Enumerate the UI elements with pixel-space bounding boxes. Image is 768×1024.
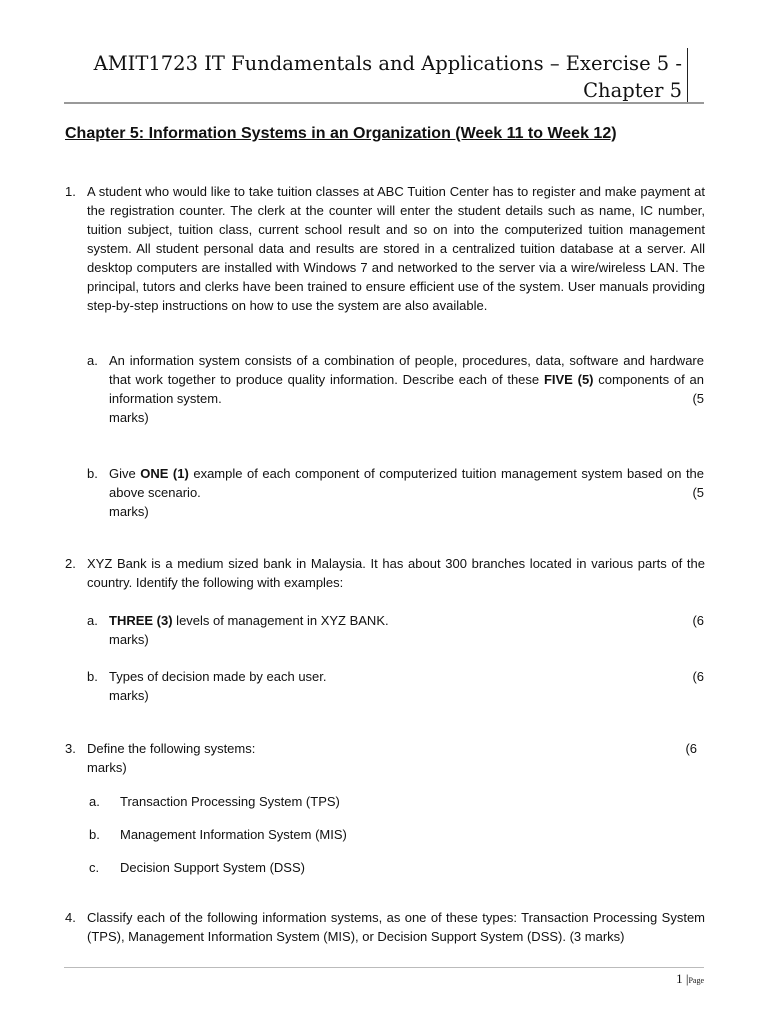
- subquestion-text: [109, 464, 704, 521]
- chapter-heading: Chapter 5: Information Systems in an Organization (Week 11 to Week 12): [65, 125, 617, 142]
- subquestion-text-part: levels of management in XYZ BANK.: [172, 613, 389, 628]
- question-1b: [87, 464, 704, 521]
- subquestion-letter: b.: [87, 466, 98, 481]
- question-text: [87, 739, 705, 777]
- question-number: 2.: [65, 556, 76, 571]
- subquestion-letter: a.: [87, 613, 98, 628]
- question-number: 4.: [65, 910, 76, 925]
- list-item-letter: b.: [89, 827, 100, 842]
- question-3: [65, 739, 705, 777]
- marks-value: (6: [685, 741, 697, 756]
- emphasis-text: THREE (3): [109, 613, 173, 628]
- question-4: [65, 908, 705, 946]
- subquestion-text: [109, 351, 704, 427]
- emphasis-text: ONE (1): [140, 466, 189, 481]
- list-item-label: Decision Support System (DSS): [120, 860, 305, 875]
- subquestion-text-part: Types of decision made by each user.: [109, 669, 327, 684]
- question-number: 1.: [65, 184, 76, 199]
- list-item-label: Transaction Processing System (TPS): [120, 794, 340, 809]
- list-item-label: Management Information System (MIS): [120, 827, 347, 842]
- header-course-title: AMIT1723 IT Fundamentals and Applications – Exercise 5 -: [93, 52, 682, 75]
- subquestion-letter: a.: [87, 353, 98, 368]
- footer-divider: [64, 967, 704, 968]
- question-2a: [87, 611, 704, 649]
- marks-label: marks): [109, 410, 149, 425]
- page-footer: [676, 970, 704, 990]
- subquestion-text: [109, 611, 704, 649]
- header-vertical-divider: [687, 48, 688, 102]
- marks-value: (6: [692, 613, 704, 628]
- page-label: Page: [688, 976, 704, 985]
- subquestion-text-part: An information system consists of a combination of people, procedures, data, software and hardware that work together to produce quality information. Describe each of these: [109, 353, 704, 387]
- subquestion-text-part: example of each component of computerized tuition management system based on the above scenario.: [109, 466, 705, 500]
- emphasis-text: FIVE (5): [543, 372, 594, 387]
- marks-label: marks): [87, 760, 127, 775]
- marks-value: (5: [692, 391, 704, 406]
- list-item-letter: c.: [89, 860, 100, 875]
- question-text: XYZ Bank is a medium sized bank in Malaysia. It has about 300 branches located in various parts of the country. Identify the following with examples:: [87, 556, 705, 590]
- question-text: A student who would like to take tuition classes at ABC Tuition Center has to register and make payment at the registration counter. The clerk at the counter will enter the student details such as name, IC number, tuition subject, tuition class, current school result and so on into the computerized tuition management system. All student personal data and results are stored in a centralized tuition database at a server. All desktop computers are installed with Windows 7 and networked to the server via a wire/wireless LAN. The principal, tutors and clerks have been trained to ensure efficient use of the system. User manuals providing step-by-step instructions on how to use the system are also available.: [87, 184, 705, 313]
- marks-label: marks): [109, 504, 149, 519]
- subquestion-text-part: components of an information system.: [109, 372, 704, 406]
- question-text: Classify each of the following information systems, as one of these types: Transaction Processing System (TPS), Management Information System (MIS), or Decision Support System (DSS). (3 marks): [87, 910, 705, 944]
- header-divider: [64, 102, 704, 104]
- question-1a: [87, 351, 704, 427]
- marks-label: marks): [109, 688, 149, 703]
- subquestion-text: [109, 667, 704, 705]
- marks-value: (6: [692, 669, 704, 684]
- list-item-letter: a.: [89, 794, 100, 809]
- question-1: [65, 182, 705, 315]
- question-text-part: Define the following systems:: [87, 741, 256, 756]
- question-number: 3.: [65, 741, 76, 756]
- marks-label: marks): [109, 632, 149, 647]
- document-header: [70, 50, 682, 104]
- question-2b: [87, 667, 704, 705]
- subquestion-letter: b.: [87, 669, 98, 684]
- page-number: 1: [676, 971, 683, 986]
- marks-value: (5: [692, 485, 704, 500]
- header-chapter: Chapter 5: [583, 79, 682, 102]
- footer-separator: |: [685, 971, 689, 986]
- subquestion-text-part: Give: [109, 466, 141, 481]
- question-2: [65, 554, 705, 592]
